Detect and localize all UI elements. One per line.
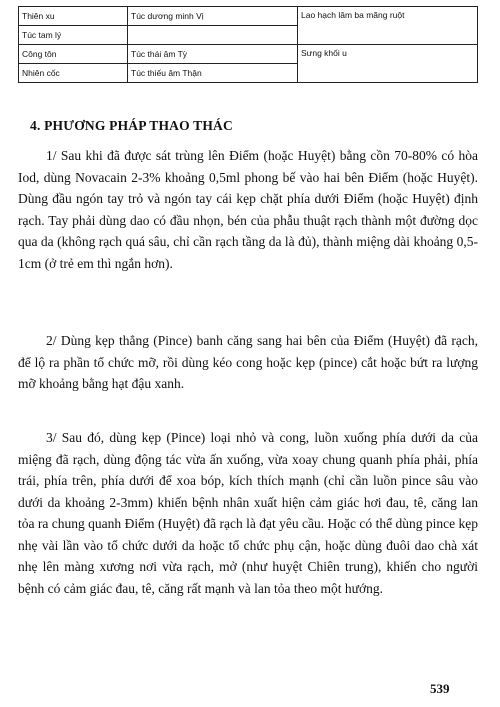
paragraph-step-1: 1/ Sau khi đã được sát trùng lên Điểm (hoặc Huyệt) bằng cồn 70-80% có hòa Iod, dùng Novacain 2-3% khoảng 0,5ml phong bế vào hai bên Điểm (hoặc Huyệt). Dùng đầu ngón tay trỏ và ngón tay cái kẹp chặt phía dưới Điểm (hoặc Huyệt) định rạch. Tay phải dùng dao có đầu nhọn, bén của phẫu thuật rạch thành một đường dọc qua da (không rạch quá sâu, chỉ cần rạch tầng da là đủ), thành miệng dài khoảng 0,5-1cm (ở trẻ em thì ngắn hơn). — [18, 148, 478, 271]
table-cell — [128, 26, 298, 45]
table-row — [19, 7, 478, 26]
table-cell: Túc dương minh Vị — [128, 7, 298, 26]
table-row — [19, 45, 478, 64]
table-cell: Thiên xu — [19, 7, 128, 26]
table-cell: Nhiên cốc — [19, 64, 128, 83]
acupoint-table — [18, 6, 478, 83]
table-cell: Túc tam lý — [19, 26, 128, 45]
paragraph-step-3: 3/ Sau đó, dùng kẹp (Pince) loại nhỏ và cong, luồn xuống phía dưới da của miệng đã rạch, dùng động tác vừa ấn xuống, vừa xoay chung quanh phía phải, phía trái, phía trên, phía dưới để xoa bóp, kích thích mạnh (chỉ cần luồn pince sâu vào dưới da khoảng 2-3mm) khiến bệnh nhân xuất hiện cảm giác hơi đau, tê, căng lan tỏa ra chung quanh Điểm (Huyệt) đã rạch là đạt yêu cầu. Hoặc có thể dùng pince kẹp nhẹ vài lần vào tổ chức dưới da hoặc tổ chức phụ cận, hoặc dùng đuôi dao chà xát nhẹ lên màng xương nơi vừa rạch, mở (như huyệt Chiên trung), khiến cho người bệnh có cảm giác đau, tê, căng rất mạnh và lan tỏa theo một hướng. — [18, 430, 478, 596]
table-cell: Lao hạch lâm ba mãng ruột — [298, 7, 478, 45]
page-number: 539 — [430, 681, 450, 696]
table-cell: Sưng khối u — [298, 45, 478, 83]
table-cell: Túc thiếu âm Thận — [128, 64, 298, 83]
table-cell: Túc thái âm Tỳ — [128, 45, 298, 64]
section-heading: 4. PHƯƠNG PHÁP THAO THÁC — [30, 118, 233, 133]
table-cell: Công tôn — [19, 45, 128, 64]
paragraph-step-2: 2/ Dùng kẹp thẳng (Pince) banh căng sang hai bên của Điểm (Huyệt) đã rạch, để lộ ra phần tổ chức mỡ, rồi dùng kéo cong hoặc kẹp (pince) cắt hoặc bứt ra lượng mỡ khoảng bằng hạt đậu xanh. — [18, 333, 478, 391]
